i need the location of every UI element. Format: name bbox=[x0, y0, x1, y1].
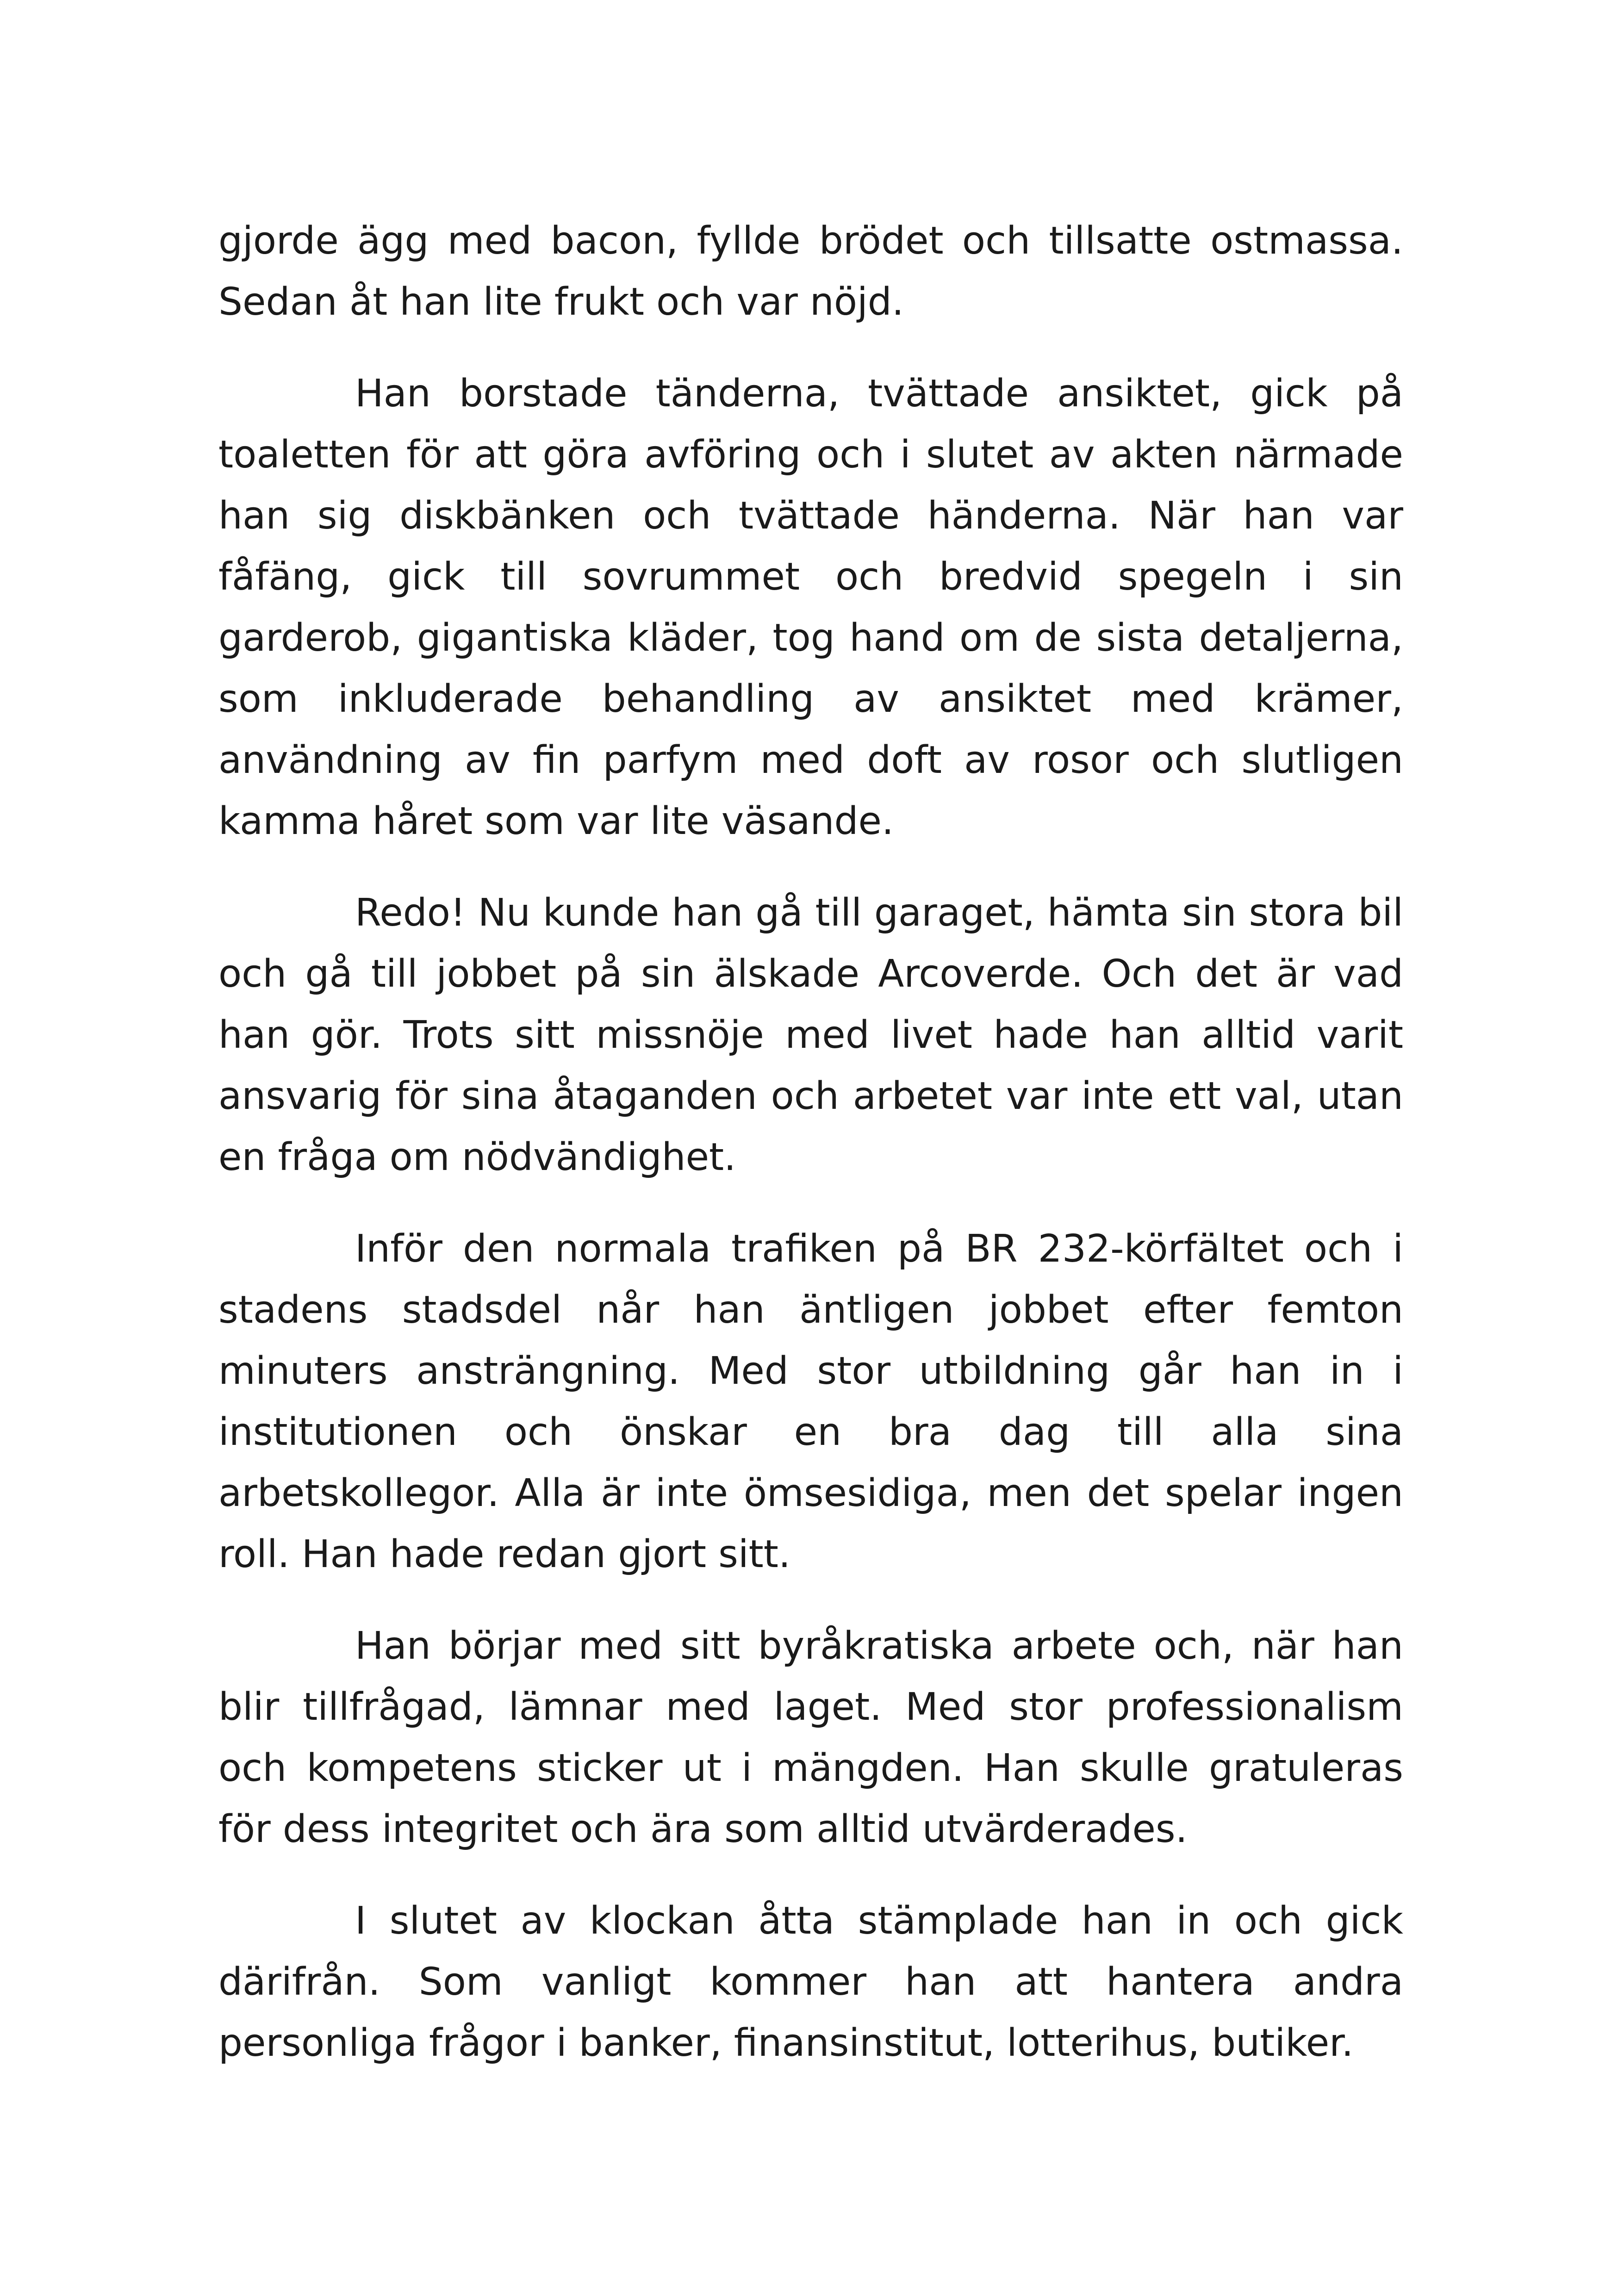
paragraph-6: I slutet av klockan åtta stämplade han in och gick därifrån. Som vanligt kommer han att hantera andra personliga frågor i banker, finansinstitut, lotterihus, butiker. bbox=[218, 1899, 1403, 2065]
paragraph-3: Redo! Nu kunde han gå till garaget, hämta sin stora bil och gå till jobbet på sin älskade Arcoverde. Och det är vad han gör. Trots sitt missnöje med livet hade han alltid varit ansvarig för sina åtaganden och arbetet var inte ett val, utan en fråga om nödvändighet. bbox=[218, 891, 1403, 1179]
paragraph-1: gjorde ägg med bacon, fyllde brödet och tillsatte ostmassa. Sedan åt han lite frukt och var nöjd. bbox=[218, 219, 1403, 324]
body-text bbox=[218, 211, 1403, 2074]
paragraph-4: Inför den normala trafiken på BR 232-körfältet och i stadens stadsdel når han äntligen jobbet efter femton minuters ansträngning. Med stor utbildning går han in i institutionen och önskar en bra dag till alla sina arbetskollegor. Alla är inte ömsesidiga, men det spelar ingen roll. Han hade redan gjort sitt. bbox=[218, 1227, 1403, 1576]
paragraph-5: Han börjar med sitt byråkratiska arbete och, när han blir tillfrågad, lämnar med laget. Med stor professionalism och kompetens sticker ut i mängden. Han skulle gratuleras för dess integritet och ära som alltid utvärderades. bbox=[218, 1624, 1403, 1851]
paragraph-2: Han borstade tänderna, tvättade ansiktet, gick på toaletten för att göra avföring och i slutet av akten närmade han sig diskbänken och tvättade händerna. När han var fåfäng, gick till sovrummet och bredvid spegeln i sin garderob, gigantiska kläder, tog hand om de sista detaljerna, som inkluderade behandling av ansiktet med krämer, användning av fin parfym med doft av rosor och slutligen kamma håret som var lite väsande. bbox=[218, 372, 1403, 843]
